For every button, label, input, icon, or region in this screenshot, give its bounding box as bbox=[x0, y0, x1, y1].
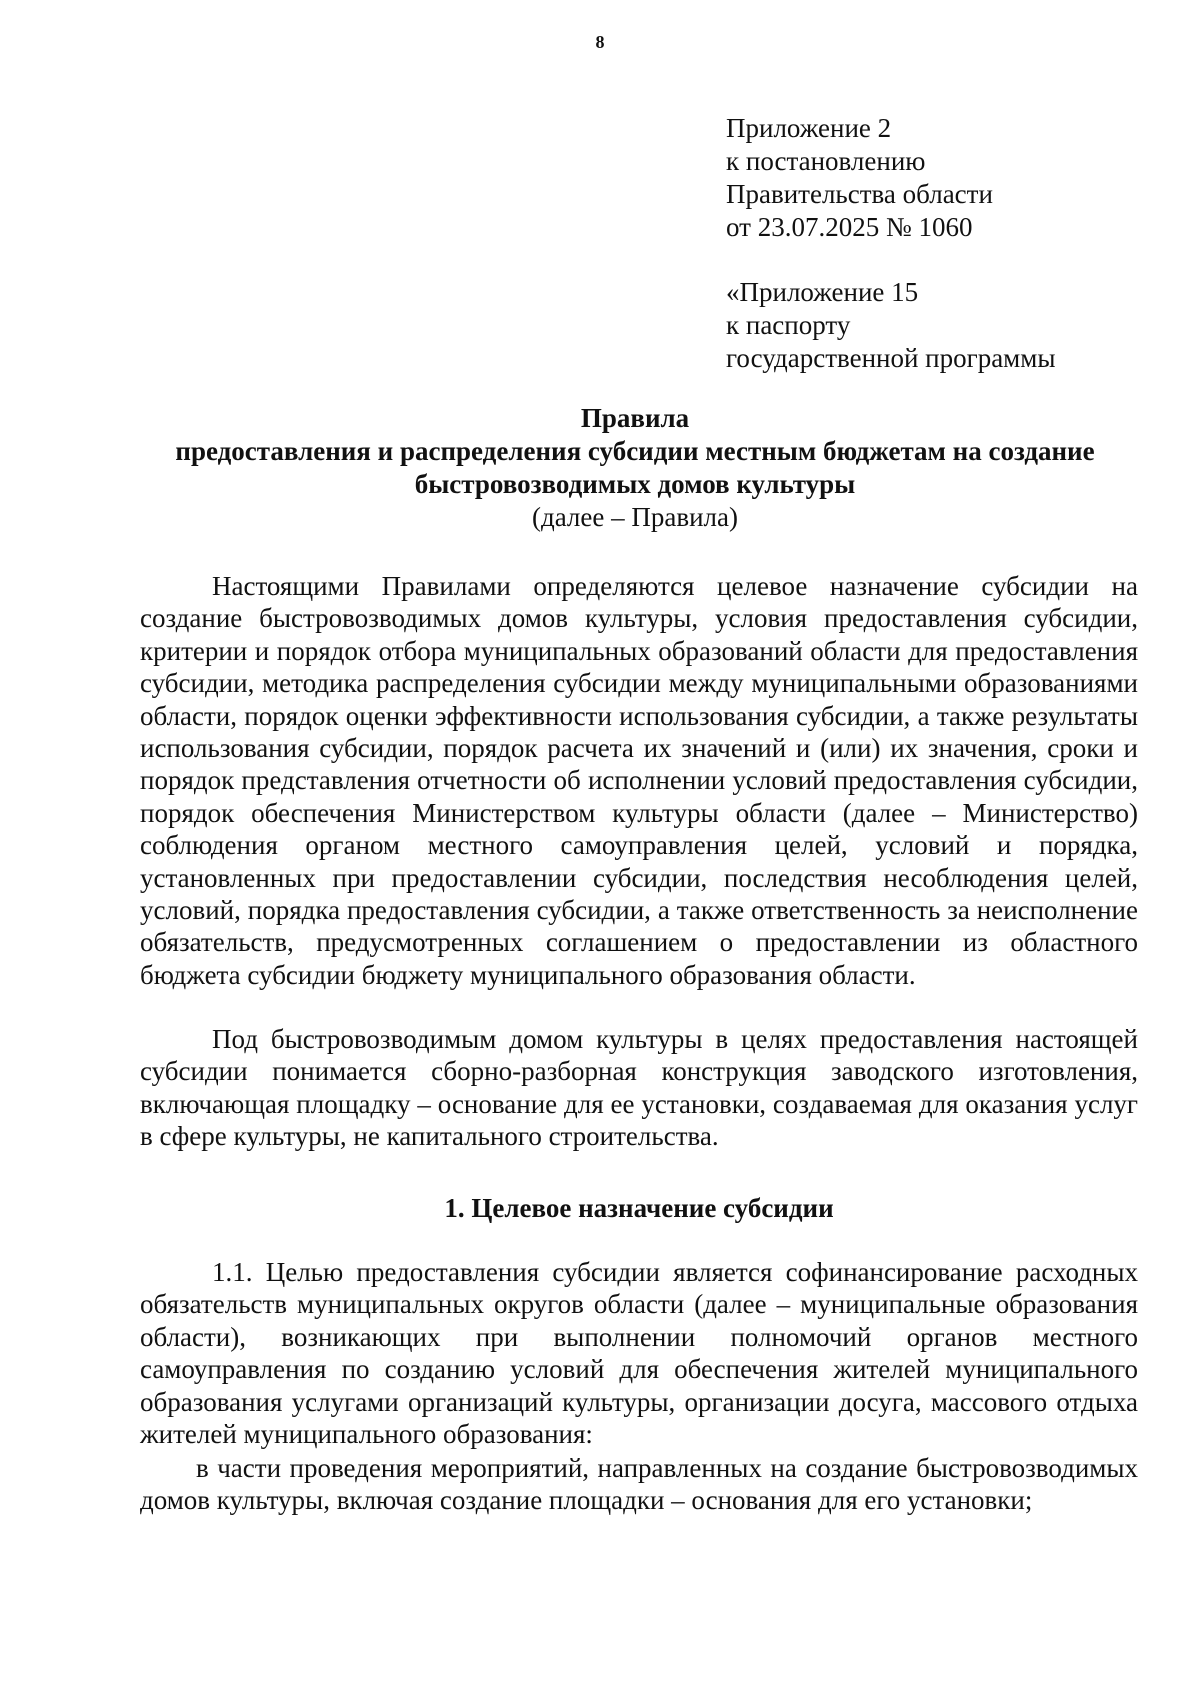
appendix-header bbox=[726, 112, 993, 244]
body-section-intro bbox=[140, 570, 1138, 991]
body-section-purpose bbox=[140, 1256, 1138, 1450]
page-number: 8 bbox=[595, 32, 605, 52]
paragraph: в части проведения мероприятий, направленных на создание быстровозводимых домов культуры, включая создание площадки – основания для его установки; bbox=[140, 1453, 1138, 1516]
body-section-purpose-item bbox=[140, 1452, 1138, 1517]
section-heading: 1. Целевое назначение субсидии bbox=[444, 1193, 834, 1223]
paragraph: Под быстровозводимым домом культуры в целях предоставления настоящей субсидии понимается сборно-разборная конструкция заводского изготовления, включающая площадку – основание для ее установки, создаваемая для оказания услуг в сфере культуры, не капитального строительства. bbox=[140, 1024, 1138, 1152]
paragraph: Настоящими Правилами определяются целевое назначение субсидии на создание быстровозводимых домов культуры, условия предоставления субсидии, критерии и порядок отбора муниципальных образований области для предоставления субсидии, методика распределения субсидии между муниципальными образованиями области, порядок оценки эффективности использования субсидии, а также результаты использования субсидии, порядок расчета их значений и (или) их значения, сроки и порядок представления отчетности об исполнении условий предоставления субсидии, порядок обеспечения Министерством культуры области (далее – Министерство) соблюдения органом местного самоуправления целей, условий и порядка, установленных при предоставлении субсидии, последствия несоблюдения целей, условий, порядка предоставления субсидии, а также ответственность за неисполнение обязательств, предусмотренных соглашением о предоставлении из областного бюджета субсидии бюджету муниципального образования области. bbox=[140, 571, 1138, 990]
title-subline: (далее – Правила) bbox=[531, 502, 739, 532]
appendix-quote-line: к паспорту bbox=[726, 310, 851, 340]
appendix-quote-line: государственной программы bbox=[726, 343, 1056, 373]
title-line: Правила bbox=[580, 403, 690, 433]
appendix-line: Правительства области bbox=[726, 179, 993, 209]
document-title bbox=[130, 402, 1140, 534]
title-line: быстровозводимых домов культуры bbox=[414, 469, 856, 499]
appendix-line: от 23.07.2025 № 1060 bbox=[726, 212, 973, 242]
appendix-quote bbox=[726, 276, 1056, 375]
body-section-definition bbox=[140, 1023, 1138, 1153]
appendix-line: Приложение 2 bbox=[726, 113, 892, 143]
appendix-line: к постановлению bbox=[726, 146, 926, 176]
paragraph: 1.1. Целью предоставления субсидии является софинансирование расходных обязательств муниципальных округов области (далее – муниципальные образования области), возникающих при выполнении полномочий органов местного самоуправления по созданию условий для обеспечения жителей муниципального образования услугами организаций культуры, организации досуга, массового отдыха жителей муниципального образования: bbox=[140, 1257, 1138, 1450]
title-line: предоставления и распределения субсидии местным бюджетам на создание bbox=[175, 436, 1095, 466]
appendix-quote-line: «Приложение 15 bbox=[726, 277, 919, 307]
